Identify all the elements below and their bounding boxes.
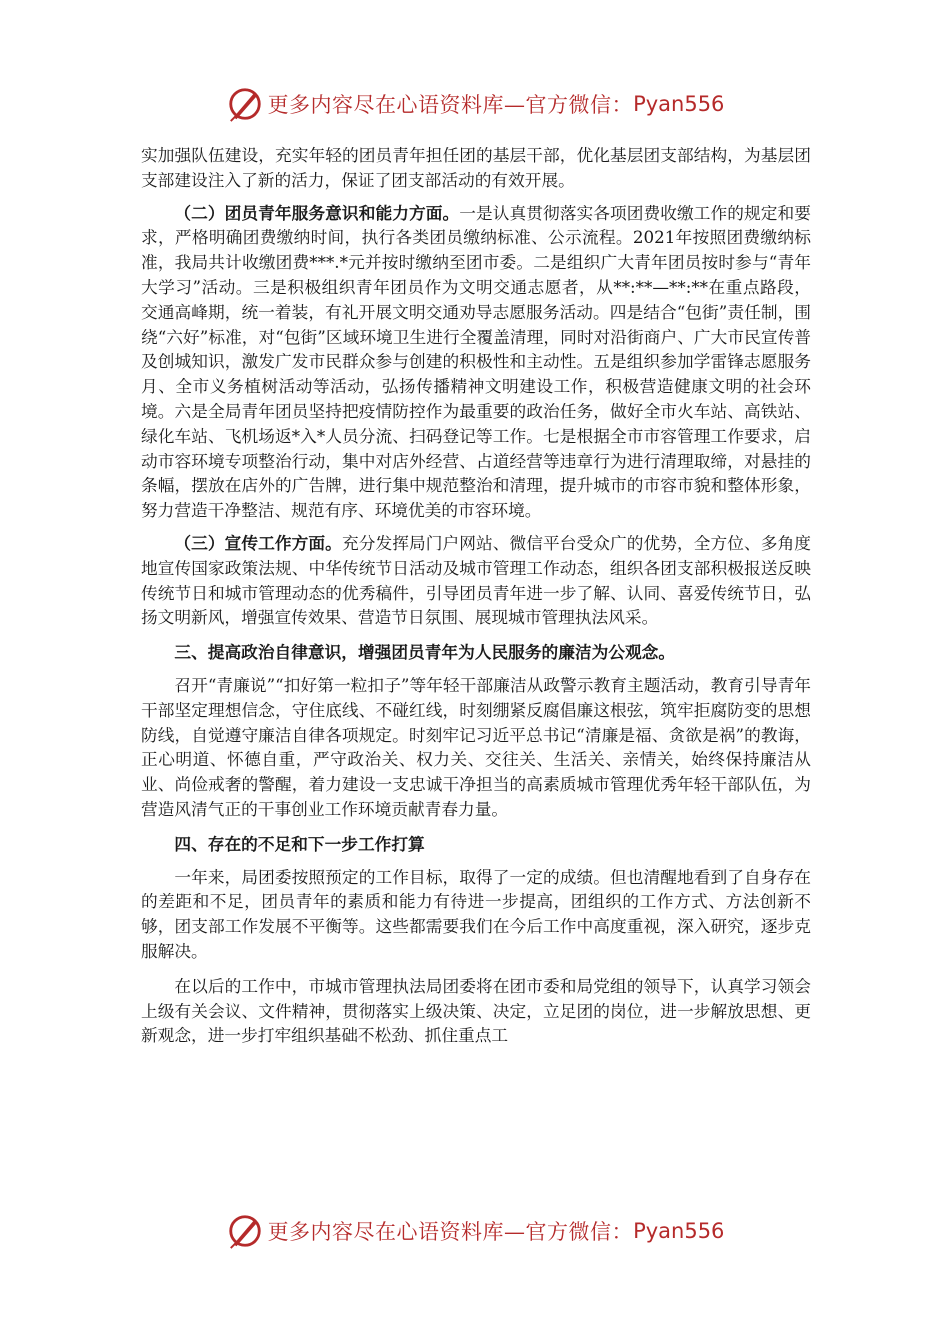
paragraph-publicity: （三）宣传工作方面。充分发挥局门户网站、微信平台受众广的优势，全方位、多角度地宣传国家政策法规、中华传统节日活动及城市管理工作动态，组织各团支部积极报送反映传统节日和城市管理动态的优秀稿件，引导团员青年进一步了解、认同、喜爱传统节日，弘扬文明新风，增强宣传效果、营造节日氛围、展现城市管理执法风采。 [141, 532, 811, 628]
paragraph-shortcomings: 一年来，局团委按照预定的工作目标，取得了一定的成绩。但也清醒地看到了自身存在的差距和不足，团员青年的素质和能力有待进一步提高，团组织的工作方式、方法创新不够，团支部工作发展不平衡等。这些都需要我们在今后工作中高度重视，深入研究，逐步克服解决。 [141, 866, 811, 961]
paragraph-continuation: 实加强队伍建设，充实年轻的团员青年担任团的基层干部，优化基层团支部结构，为基层团支部建设注入了新的活力，保证了团支部活动的有效开展。 [141, 145, 811, 190]
pen-circle-icon [226, 1212, 264, 1250]
pen-circle-icon [226, 85, 264, 123]
header-banner [0, 84, 950, 124]
wechat-id: Pyan556 [633, 1219, 725, 1243]
paragraph-integrity: 召开“青廉说”“扣好第一粒扣子”等年轻干部廉洁从政警示教育主题活动，教育引导青年干部坚定理想信念，守住底线、不碰红线，时刻绷紧反腐倡廉这根弦，筑牢拒腐防变的思想防线，自觉遵守廉洁自律各项规定。时刻牢记习近平总书记“清廉是福、贪欲是祸”的教诲，正心明道、怀德自重，严守政治关、权力关、交往关、生活关、亲情关，始终保持廉洁从业、尚俭戒奢的警醒，着力建设一支忠诚干净担当的高素质城市管理优秀年轻干部队伍，为营造风清气正的干事创业工作环境贡献青春力量。 [141, 674, 811, 819]
wechat-id: Pyan556 [633, 92, 725, 116]
paragraph-service: （二）团员青年服务意识和能力方面。一是认真贯彻落实各项团费收缴工作的规定和要求，严格明确团费缴纳时间，执行各类团员缴纳标准、公示流程。2021年按照团费缴纳标准，我局共计收缴团费***.*元并按时缴纳至团市委。二是组织广大青年团员按时参与“青年大学习”活动。三是积极组织青年团员作为文明交通志愿者，从**:**—**:**在重点路段，交通高峰期，统一着装，有礼开展文明交通劝导志愿服务活动。四是结合“包街”责任制，围绕“六好”标准，对“包街”区域环境卫生进行全覆盖清理，同时对沿街商户、广大市民宣传普及创城知识，激发广发市民群众参与创建的积极性和主动性。五是组织参加学雷锋志愿服务月、全市义务植树活动等活动，弘扬传播精神文明建设工作，积极营造健康文明的社会环境。六是全局青年团员坚持把疫情防控作为最重要的政治任务，做好全市火车站、高铁站、绿化车站、飞机场返*入*人员分流、扫码登记等工作。七是根据全市市容管理工作要求，启动市容环境专项整治行动，集中对店外经营、占道经营等违章行为进行清理取缔，对悬挂的条幅，摆放在店外的广告牌，进行集中规范整治和清理，提升城市的市容市貌和整体形象，努力营造干净整洁、规范有序、环境优美的市容环境。 [141, 202, 811, 521]
paragraph-next-steps: 在以后的工作中，市城市管理执法局团委将在团市委和局党组的领导下，认真学习领会上级有关会议、文件精神，贯彻落实上级决策、决定，立足团的岗位，进一步解放思想、更新观念，进一步打牢组织基础不松劲、抓住重点工 [141, 975, 811, 1046]
banner-text: 更多内容尽在心语资料库—官方微信： [267, 93, 634, 117]
section-heading-3: 三、提高政治自律意识，增强团员青年为人民服务的廉洁为公观念。 [174, 642, 676, 663]
footer-banner [0, 1211, 950, 1251]
paragraph-lead: （三）宣传工作方面。 [174, 532, 342, 553]
document-body [141, 143, 811, 1056]
section-heading-4: 四、存在的不足和下一步工作打算 [174, 833, 425, 854]
banner-text: 更多内容尽在心语资料库—官方微信： [267, 1220, 634, 1244]
paragraph-lead: （二）团员青年服务意识和能力方面。 [174, 202, 460, 223]
